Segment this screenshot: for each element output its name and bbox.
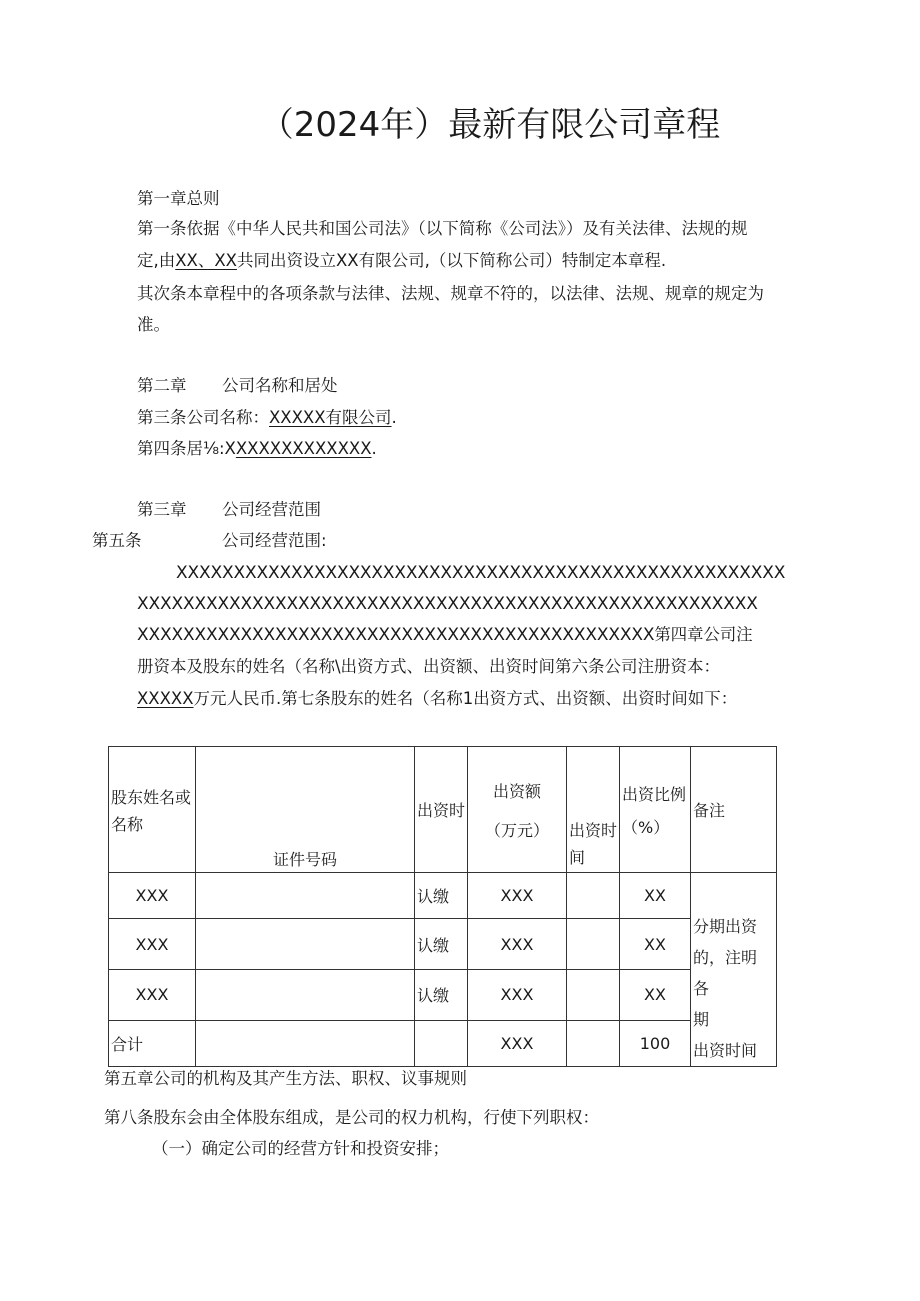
row-id — [196, 873, 415, 919]
article1-line2 — [137, 249, 666, 273]
remark-line: 各 — [693, 979, 710, 998]
article8-item1: （一）确定公司的经营方针和投资安排； — [152, 1139, 449, 1158]
article2-line2: 准。 — [137, 315, 170, 334]
article2-line1: 其次条本章程中的各项条款与法律、法规、规章不符的，以法律、法规、规章的规定为 — [137, 284, 764, 303]
chapter5-heading: 第五章公司的机构及其产生方法、职权、议事规则 — [104, 1069, 467, 1088]
article1-founders: XX、XX — [175, 251, 237, 270]
header-time2-l2: 间 — [569, 848, 586, 867]
chapter1-heading: 第一章总则 — [137, 189, 220, 208]
row-amount-text: XXX — [500, 934, 534, 954]
chapter4-heading: 第四章公司注 — [654, 625, 753, 644]
header-time2-l1: 出资时 — [569, 821, 618, 840]
header-time1-label: 出资时 — [417, 801, 466, 820]
row-name-text: XXX — [135, 886, 169, 906]
row-id — [196, 969, 415, 1020]
scope-line5-text: 万元人民币.第七条股东的姓名（名称1出资方式、出资额、出资时间如下： — [193, 689, 738, 708]
row-ratio-text: XX — [644, 886, 666, 906]
article3 — [137, 406, 397, 430]
row-ratio — [620, 873, 691, 919]
article4-label: 第四条居⅛:X — [137, 439, 236, 458]
header-amount-l2: （万元） — [484, 820, 549, 840]
row-name — [109, 919, 196, 970]
remark-cell — [691, 873, 777, 1067]
remark-line: 期 — [693, 1010, 710, 1029]
document-title: （2024年）最新有限公司章程 — [259, 105, 721, 145]
scope-line4: 册资本及股东的姓名（名称\出资方式、出资额、出资时间第六条公司注册资本： — [137, 657, 721, 676]
total-ratio — [620, 1020, 691, 1066]
row-amount-text: XXX — [500, 985, 534, 1005]
scope-line2: XXXXXXXXXXXXXXXXXXXXXXXXXXXXXXXXXXXXXXXXXXXXXXXXXXXXXX — [137, 594, 758, 614]
total-ratio-text: 100 — [639, 1033, 671, 1053]
header-name-l2: 名称 — [111, 814, 144, 834]
chapter2-name: 公司名称和居处 — [222, 376, 338, 395]
article1-line2-b: 共同出资设立XX有限公司,（以下简称公司）特制定本章程. — [236, 251, 667, 270]
header-remark-label: 备注 — [693, 801, 726, 820]
article4-end: . — [371, 439, 377, 458]
remark-line: 的，注明 — [693, 948, 758, 967]
row-amount-text: XXX — [500, 886, 534, 906]
article8: 第八条股东会由全体股东组成，是公司的权力机构，行使下列职权： — [104, 1108, 599, 1127]
total-method — [415, 1020, 468, 1066]
row-method-text: 认缴 — [417, 887, 450, 907]
row-name — [109, 969, 196, 1020]
row-method-text: 认缴 — [417, 935, 450, 955]
article3-end: . — [391, 408, 397, 427]
row-id — [196, 919, 415, 970]
chapter3-name: 公司经营范围 — [222, 500, 321, 519]
row-amount — [468, 919, 567, 970]
row-time — [567, 873, 620, 919]
header-ratio-l1: 出资比例 — [622, 784, 687, 804]
chapter3-number: 第三章 — [137, 500, 187, 519]
header-time2 — [567, 747, 620, 873]
table-row — [109, 919, 777, 970]
company-address: XXXXXXXXXXXX — [235, 439, 372, 458]
table-total-row — [109, 1020, 777, 1066]
header-ratio — [620, 747, 691, 873]
header-name — [109, 747, 196, 873]
row-amount — [468, 969, 567, 1020]
row-ratio — [620, 969, 691, 1020]
table-header-row — [109, 747, 777, 873]
header-amount — [468, 747, 567, 873]
total-id — [196, 1020, 415, 1066]
remark-line: 分期出资 — [693, 917, 758, 936]
total-label — [109, 1020, 196, 1066]
row-method — [415, 919, 468, 970]
article4 — [137, 437, 377, 461]
article1-line2-a: 定,由 — [137, 251, 176, 270]
scope-line3-x: XXXXXXXXXXXXXXXXXXXXXXXXXXXXXXXXXXXXXXXXXXXXX — [137, 625, 655, 645]
table-row — [109, 873, 777, 919]
total-label-text: 合计 — [111, 1034, 144, 1054]
total-amount — [468, 1020, 567, 1066]
remark-line: 出资时间 — [693, 1041, 758, 1060]
row-method — [415, 969, 468, 1020]
row-ratio — [620, 919, 691, 970]
row-method — [415, 873, 468, 919]
chapter2-number: 第二章 — [137, 376, 187, 395]
header-remark — [691, 747, 777, 873]
row-ratio-text: XX — [644, 985, 666, 1005]
company-name: XXXXX有限公司 — [269, 408, 392, 427]
scope-line1: XXXXXXXXXXXXXXXXXXXXXXXXXXXXXXXXXXXXXXXXXXXXXXXXXXXXX — [176, 563, 786, 583]
article1-line1: 第一条依据《中华人民共和国公司法》（以下简称《公司法》）及有关法律、法规的规 — [137, 219, 748, 238]
scope-line5 — [137, 687, 737, 711]
row-method-text: 认缴 — [417, 986, 450, 1006]
total-time — [567, 1020, 620, 1066]
header-amount-l1: 出资额 — [492, 781, 541, 801]
row-ratio-text: XX — [644, 934, 666, 954]
row-name-text: XXX — [135, 985, 169, 1005]
header-name-l1: 股东姓名或 — [111, 787, 192, 807]
header-ratio-l2: （%） — [622, 817, 670, 837]
total-amount-text: XXX — [500, 1033, 534, 1053]
scope-line3 — [137, 623, 752, 647]
article3-label: 第三条公司名称： — [137, 408, 269, 427]
row-name — [109, 873, 196, 919]
header-id-label: 证件号码 — [272, 850, 337, 869]
article5-number: 第五条 — [92, 531, 142, 550]
header-time1 — [415, 747, 468, 873]
row-name-text: XXX — [135, 934, 169, 954]
table-row — [109, 969, 777, 1020]
header-id — [196, 747, 415, 873]
row-time — [567, 919, 620, 970]
row-time — [567, 969, 620, 1020]
registered-capital: XXXXX — [137, 689, 194, 708]
shareholder-table — [108, 746, 777, 1067]
row-amount — [468, 873, 567, 919]
article5-name: 公司经营范围: — [222, 531, 327, 550]
